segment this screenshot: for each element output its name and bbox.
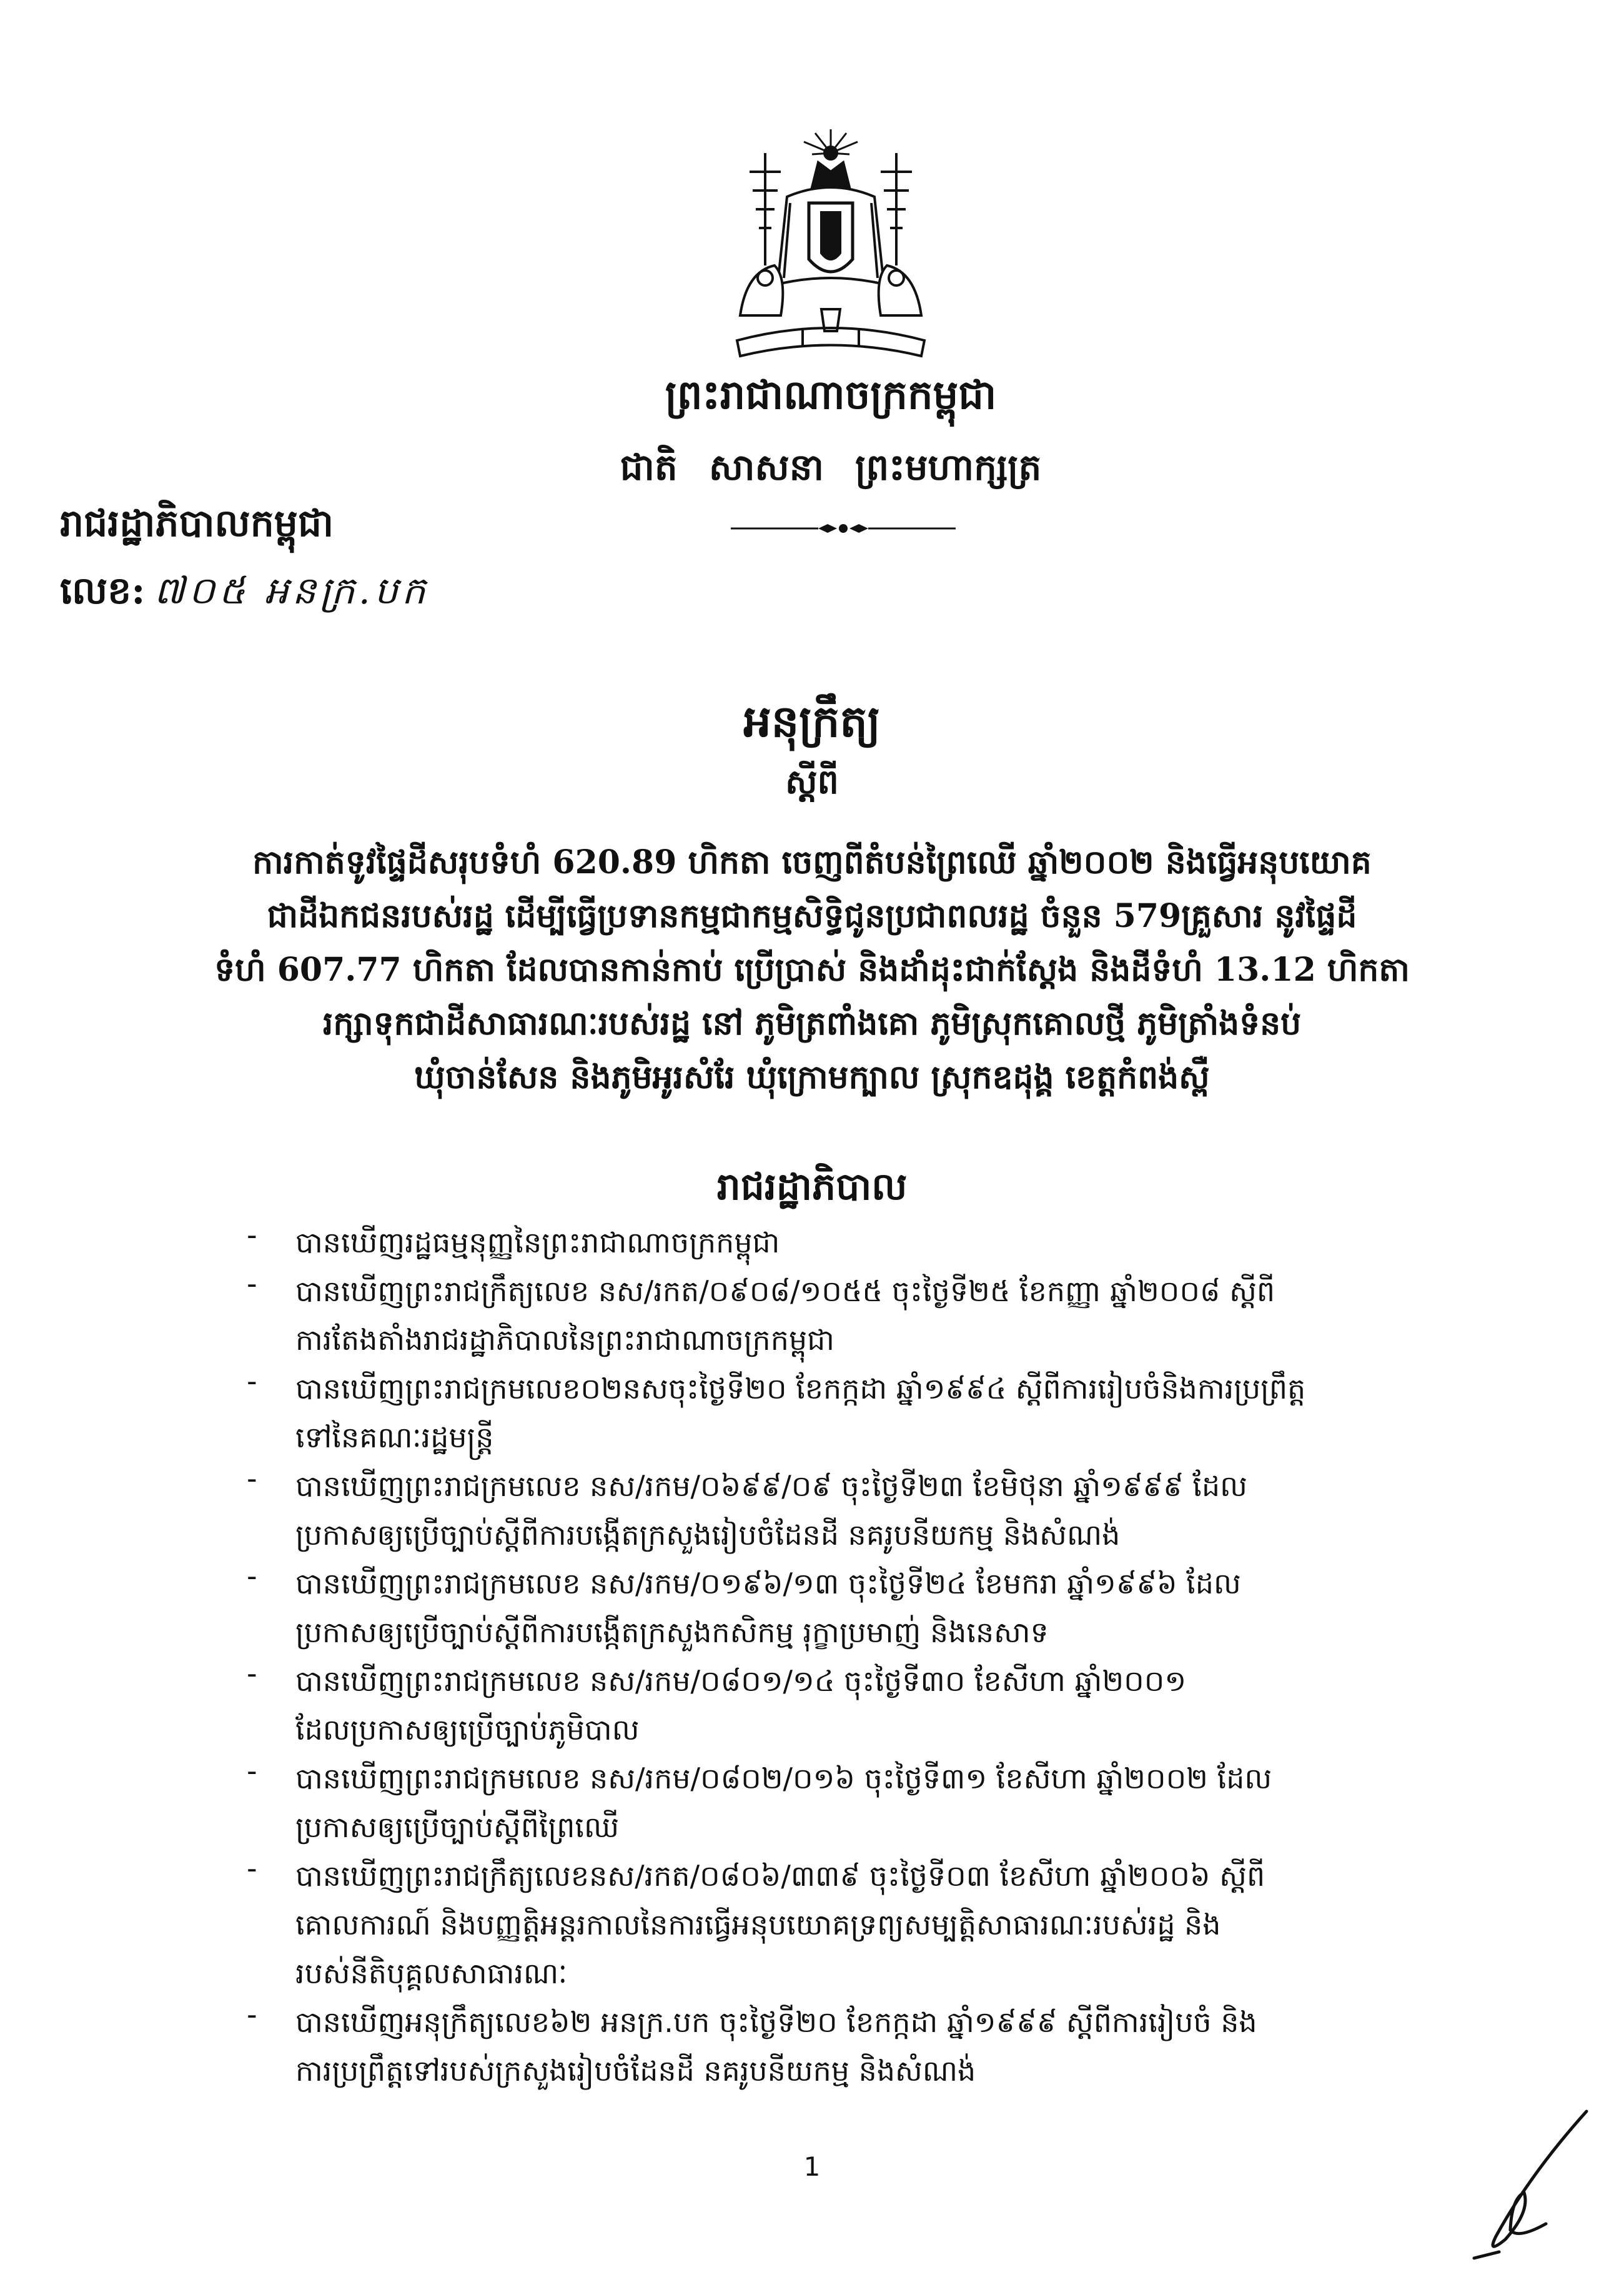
list-item: - បានឃើញរដ្ឋធម្មនុញ្ញនៃព្រះរាជាណាចក្រកម្ពុជា: [247, 1218, 1502, 1267]
reference-label: លេខ:: [60, 569, 146, 613]
reference-value: ៧០៥ អនក្រ.បក: [154, 569, 430, 613]
list-item-line: ការតែងតាំងរាជរដ្ឋាភិបាលនៃព្រះរាជាណាចក្រកម្ពុជា: [295, 1323, 834, 1357]
divider-ornament-icon: [731, 522, 956, 535]
motto-religion: សាសនា: [708, 446, 824, 488]
list-item-line: បានឃើញព្រះរាជក្រមលេខ នស/រកម/០៦៩៩/០៩ ចុះថ្ងៃទី២៣ ខែមិថុនា ឆ្នាំ១៩៩៩ ដែល: [295, 1469, 1247, 1503]
list-item: - បានឃើញព្រះរាជក្រមលេខ០២នសចុះថ្ងៃទី២០ ខែកក្កដា ឆ្នាំ១៩៩៤ ស្តីពីការរៀបចំនិងការប្រព្រឹត្ត ទៅនៃគណៈរដ្ឋមន្ត្រី: [247, 1364, 1502, 1462]
list-item-line: ប្រកាសឲ្យប្រើច្បាប់ស្តីពីការបង្កើតក្រសួងរៀបចំដែនដី នគរូបនីយកម្ម និងសំណង់: [295, 1518, 1121, 1552]
list-item: - បានឃើញព្រះរាជក្រឹត្យលេខនស/រកត/០៨០៦/៣៣៩ ចុះថ្ងៃទី០៣ ខែសីហា ឆ្នាំ២០០៦ ស្តីពី គោលការណ៍ និងបញ្ញត្តិអន្តរកាលនៃការធ្វើអនុបយោគទ្រព្យសម្បត្តិសាធារណៈរបស់រដ្ឋ និង របស់នីតិបុគ្គលសាធារណៈ: [247, 1851, 1502, 1998]
subject-line: ទំហំ 607.77 ហិកតា ដែលបានកាន់កាប់ ប្រើប្រាស់ និងដាំដុះជាក់ស្តែង និងដីទំហំ 13.12 ហិកតា: [214, 951, 1410, 989]
list-item: - បានឃើញអនុក្រឹត្យលេខ៦២ អនក្រ.បក ចុះថ្ងៃទី២០ ខែកក្កដា ឆ្នាំ១៩៩៩ ស្តីពីការរៀបចំ និង ការប្រព្រឹត្តទៅរបស់ក្រសួងរៀបចំដែនដី នគរូបនីយកម្ម និងសំណង់: [247, 1998, 1502, 2095]
list-item-line: បានឃើញព្រះរាជក្រមលេខ នស/រកម/០១៩៦/១៣ ចុះថ្ងៃទី២៤ ខែមករា ឆ្នាំ១៩៩៦ ដែល: [295, 1567, 1241, 1600]
list-item-line: បានឃើញព្រះរាជក្រមលេខ០២នសចុះថ្ងៃទី២០ ខែកក្កដា ឆ្នាំ១៩៩៤ ស្តីពីការរៀបចំនិងការប្រព្រឹត្ត: [295, 1372, 1306, 1405]
handwritten-initials-icon: [1437, 2105, 1612, 2261]
list-item: - បានឃើញព្រះរាជក្រមលេខ នស/រកម/០១៩៦/១៣ ចុះថ្ងៃទី២៤ ខែមករា ឆ្នាំ១៩៩៦ ដែល ប្រកាសឲ្យប្រើច្បាប់ស្តីពីការបង្កើតក្រសួងកសិកម្ម រុក្ខាប្រមាញ់ និងនេសាទ: [247, 1559, 1502, 1657]
list-item-line: របស់នីតិបុគ្គលសាធារណៈ: [295, 1956, 568, 1990]
page-number: 1: [803, 2151, 821, 2182]
list-item-line: បានឃើញរដ្ឋធម្មនុញ្ញនៃព្រះរាជាណាចក្រកម្ពុជា: [295, 1226, 780, 1259]
document-title: អនុក្រឹត្យ: [743, 695, 881, 747]
list-item: - បានឃើញព្រះរាជក្រមលេខ នស/រកម/០៦៩៩/០៩ ចុះថ្ងៃទី២៣ ខែមិថុនា ឆ្នាំ១៩៩៩ ដែល ប្រកាសឲ្យប្រើច្បាប់ស្តីពីការបង្កើតក្រសួងរៀបចំដែនដី នគរូបនីយកម្ម និងសំណង់: [247, 1462, 1502, 1559]
subject-line: រក្សាទុកជាដីសាធារណៈរបស់រដ្ឋ នៅ ភូមិត្រពាំងគោ ភូមិស្រុកគោលថ្មី ភូមិត្រាំងទំនប់: [322, 1004, 1302, 1043]
list-item-line: បានឃើញព្រះរាជក្រឹត្យលេខនស/រកត/០៨០៦/៣៣៩ ចុះថ្ងៃទី០៣ ខែសីហា ឆ្នាំ២០០៦ ស្តីពី: [295, 1859, 1265, 1893]
document-subject: [156, 836, 1468, 1104]
list-item-line: បានឃើញព្រះរាជក្រឹត្យលេខ នស/រកត/០៩០៨/១០៥៥ ចុះថ្ងៃទី២៥ ខែកញ្ញា ឆ្នាំ២០០៨ ស្តីពី: [295, 1274, 1275, 1308]
list-item-line: ការប្រព្រឹត្តទៅរបស់ក្រសួងរៀបចំដែនដី នគរូបនីយកម្ម និងសំណង់: [295, 2054, 976, 2088]
section-heading: រាជរដ្ឋាភិបាល: [716, 1165, 908, 1209]
list-item-line: ទៅនៃគណៈរដ្ឋមន្ត្រី: [295, 1420, 494, 1454]
kingdom-heading: ព្រះរាជាណាចក្រកម្ពុជា: [665, 372, 997, 419]
document-about: ស្តីពី: [785, 761, 839, 801]
motto-nation: ជាតិ: [620, 446, 678, 488]
list-item-line: ប្រកាសឲ្យប្រើច្បាប់ស្តីពីព្រៃឈើ: [295, 1810, 620, 1844]
issuing-government: រាជរដ្ឋាភិបាលកម្ពុជា: [60, 502, 334, 545]
reference-number: [60, 567, 429, 622]
list-item: - បានឃើញព្រះរាជក្រមលេខ នស/រកម/០៨០២/០១៦ ចុះថ្ងៃទី៣១ ខែសីហា ឆ្នាំ២០០២ ដែល ប្រកាសឲ្យប្រើច្បាប់ស្តីពីព្រៃឈើ: [247, 1754, 1502, 1851]
list-item-line: បានឃើញអនុក្រឹត្យលេខ៦២ អនក្រ.បក ចុះថ្ងៃទី២០ ខែកក្កដា ឆ្នាំ១៩៩៩ ស្តីពីការរៀបចំ និង: [295, 2005, 1257, 2039]
list-item-line: ដែលប្រកាសឲ្យប្រើច្បាប់ភូមិបាល: [295, 1713, 640, 1747]
subject-line: ការកាត់ទូវផ្ទៃដីសរុបទំហំ 620.89 ហិកតា ចេញពីតំបន់ព្រៃឈើ ឆ្នាំ២០០២ និងធ្វើអនុបយោគ: [252, 843, 1372, 881]
subject-line: ឃុំចាន់សែន និងភូមិអូរសំរែ ឃុំក្រោមក្បាល ស្រុកឧដុង្គ ខេត្តកំពង់ស្ពឺ: [414, 1058, 1210, 1096]
list-item-line: គោលការណ៍ និងបញ្ញត្តិអន្តរកាលនៃការធ្វើអនុបយោគទ្រព្យសម្បត្តិសាធារណៈរបស់រដ្ឋ និង: [295, 1908, 1221, 1941]
list-item: - បានឃើញព្រះរាជក្រឹត្យលេខ នស/រកត/០៩០៨/១០៥៥ ចុះថ្ងៃទី២៥ ខែកញ្ញា ឆ្នាំ២០០៨ ស្តីពី ការតែងតាំងរាជរដ្ឋាភិបាលនៃព្រះរាជាណាចក្រកម្ពុជា: [247, 1267, 1502, 1364]
preamble-list: [247, 1218, 1502, 2095]
subject-line: ជាដីឯកជនរបស់រដ្ឋ ដើម្បីធ្វើប្រទានកម្មជាកម្មសិទ្ធិជូនប្រជាពលរដ្ឋ ចំនួន 579គ្រួសារ នូវផ្ទៃដី: [267, 897, 1357, 935]
list-item-line: ប្រកាសឲ្យប្រើច្បាប់ស្តីពីការបង្កើតក្រសួងកសិកម្ម រុក្ខាប្រមាញ់ និងនេសាទ: [295, 1615, 1049, 1649]
list-item-line: បានឃើញព្រះរាជក្រមលេខ នស/រកម/០៨០១/១៤ ចុះថ្ងៃទី៣០ ខែសីហា ឆ្នាំ២០០១: [295, 1664, 1187, 1698]
list-item: - បានឃើញព្រះរាជក្រមលេខ នស/រកម/០៨០១/១៤ ចុះថ្ងៃទី៣០ ខែសីហា ឆ្នាំ២០០១ ដែលប្រកាសឲ្យប្រើច្បាប់ភូមិបាល: [247, 1657, 1502, 1754]
list-item-line: បានឃើញព្រះរាជក្រមលេខ នស/រកម/០៨០២/០១៦ ចុះថ្ងៃទី៣១ ខែសីហា ឆ្នាំ២០០២ ដែល: [295, 1762, 1272, 1795]
royal-arms-emblem-icon: [728, 128, 934, 359]
motto-king: ព្រះមហាក្សត្រ: [855, 446, 1042, 488]
national-motto: [550, 445, 1112, 498]
